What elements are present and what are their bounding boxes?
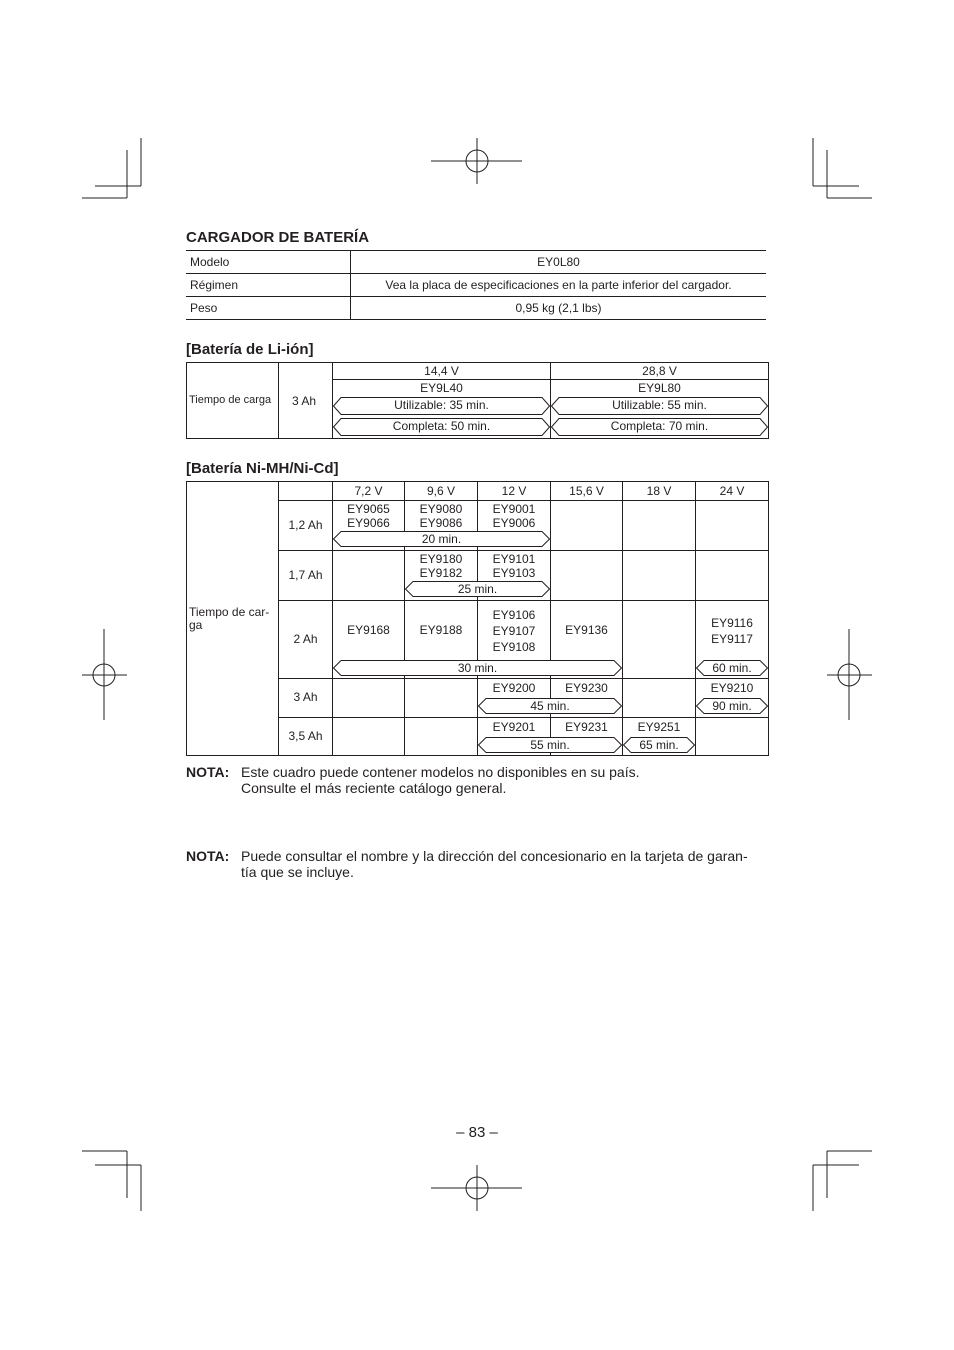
charge-time-bar	[333, 531, 550, 547]
charge-time-bar	[623, 737, 695, 753]
liion-capacity: 3 Ah	[292, 394, 317, 408]
battery-model: EY9101 EY9103	[492, 552, 536, 580]
battery-model: EY9200	[492, 681, 536, 695]
charge-time: 55 min.	[530, 738, 570, 752]
nimh-voltage: 15,6 V	[569, 484, 604, 498]
battery-model: EY9136	[565, 623, 608, 637]
spec-label: Peso	[186, 297, 351, 320]
nimh-voltage: 18 V	[646, 484, 672, 498]
charge-time: 60 min.	[712, 661, 752, 675]
liion-voltage: 14,4 V	[424, 364, 459, 378]
page-number: – 83 –	[456, 1124, 498, 1141]
liion-usable-time: Utilizable: 55 min.	[612, 398, 707, 412]
battery-model: EY9168	[347, 623, 390, 637]
spec-row-weight	[186, 297, 766, 320]
battery-model: EY9080 EY9086	[419, 502, 463, 530]
nimh-capacity: 2 Ah	[293, 632, 318, 646]
liion-voltage: 28,8 V	[642, 364, 677, 378]
nimh-title: [Batería Ni-MH/Ni-Cd]	[186, 460, 339, 477]
spec-value: Vea la placa de especificaciones en la parte inferior del cargador.	[351, 274, 767, 297]
liion-model: EY9L80	[638, 381, 681, 395]
charge-time-bar	[405, 581, 550, 597]
note-label: NOTA:	[186, 764, 230, 780]
charge-time-bar	[333, 660, 622, 676]
nimh-voltage: 12 V	[501, 484, 527, 498]
charger-spec-table	[186, 250, 766, 320]
battery-model: EY9251	[637, 720, 681, 734]
nimh-capacity: 1,7 Ah	[288, 568, 323, 582]
note-label: NOTA:	[186, 848, 230, 864]
charge-time: 90 min.	[712, 699, 752, 713]
battery-model: EY9116 EY9117	[711, 616, 753, 646]
charger-title: CARGADOR DE BATERÍA	[186, 229, 370, 246]
charge-time: 25 min.	[457, 582, 498, 596]
charge-time: 20 min.	[421, 532, 462, 546]
battery-model: EY9188	[419, 623, 463, 637]
charge-time: 45 min.	[530, 699, 570, 713]
battery-model: EY9231	[565, 720, 608, 734]
spec-value: EY0L80	[351, 251, 767, 274]
battery-model: EY9230	[565, 681, 608, 695]
battery-model: EY9180 EY9182	[419, 552, 463, 580]
spec-label: Modelo	[186, 251, 351, 274]
battery-model: EY9001 EY9006	[492, 502, 536, 530]
nimh-row-label: Tiempo de car- ga	[189, 605, 270, 632]
nimh-table	[186, 481, 769, 756]
liion-model: EY9L40	[420, 381, 463, 395]
liion-usable-bar	[333, 397, 550, 415]
charge-time-bar	[696, 698, 768, 714]
nimh-voltage: 7,2 V	[354, 484, 383, 498]
nimh-capacity: 1,2 Ah	[288, 518, 323, 532]
note-text: Este cuadro puede contener modelos no disponibles en su país. Consulte el más reciente catálogo general.	[241, 764, 640, 796]
liion-usable-time: Utilizable: 35 min.	[394, 398, 489, 412]
charge-time: 65 min.	[639, 738, 679, 752]
nimh-voltage: 24 V	[719, 484, 745, 498]
charge-time: 30 min.	[457, 661, 498, 675]
battery-model: EY9201	[492, 720, 536, 734]
battery-model: EY9065 EY9066	[347, 502, 390, 530]
battery-model: EY9106 EY9107 EY9108	[492, 608, 536, 654]
spec-row-model	[186, 251, 766, 274]
liion-row-label: Tiempo de carga	[189, 394, 272, 406]
charge-time-bar	[478, 698, 622, 714]
spec-row-regime	[186, 274, 766, 297]
charge-time-bar	[478, 737, 622, 753]
note-text: Puede consultar el nombre y la dirección del concesionario en la tarjeta de garan- tía que se incluye.	[241, 848, 748, 880]
liion-full-time: Completa: 50 min.	[392, 419, 491, 433]
liion-full-bar	[551, 418, 768, 436]
nimh-voltage: 9,6 V	[426, 484, 456, 498]
spec-value: 0,95 kg (2,1 lbs)	[351, 297, 767, 320]
liion-full-bar	[333, 418, 550, 436]
liion-usable-bar	[551, 397, 768, 415]
liion-full-time: Completa: 70 min.	[610, 419, 709, 433]
charge-time-bar	[696, 660, 768, 676]
nimh-capacity: 3 Ah	[293, 690, 318, 704]
liion-title: [Batería de Li-ión]	[186, 341, 314, 358]
battery-model: EY9210	[710, 681, 754, 695]
nimh-capacity: 3,5 Ah	[288, 729, 323, 743]
liion-table	[186, 362, 769, 439]
spec-label: Régimen	[186, 274, 351, 297]
